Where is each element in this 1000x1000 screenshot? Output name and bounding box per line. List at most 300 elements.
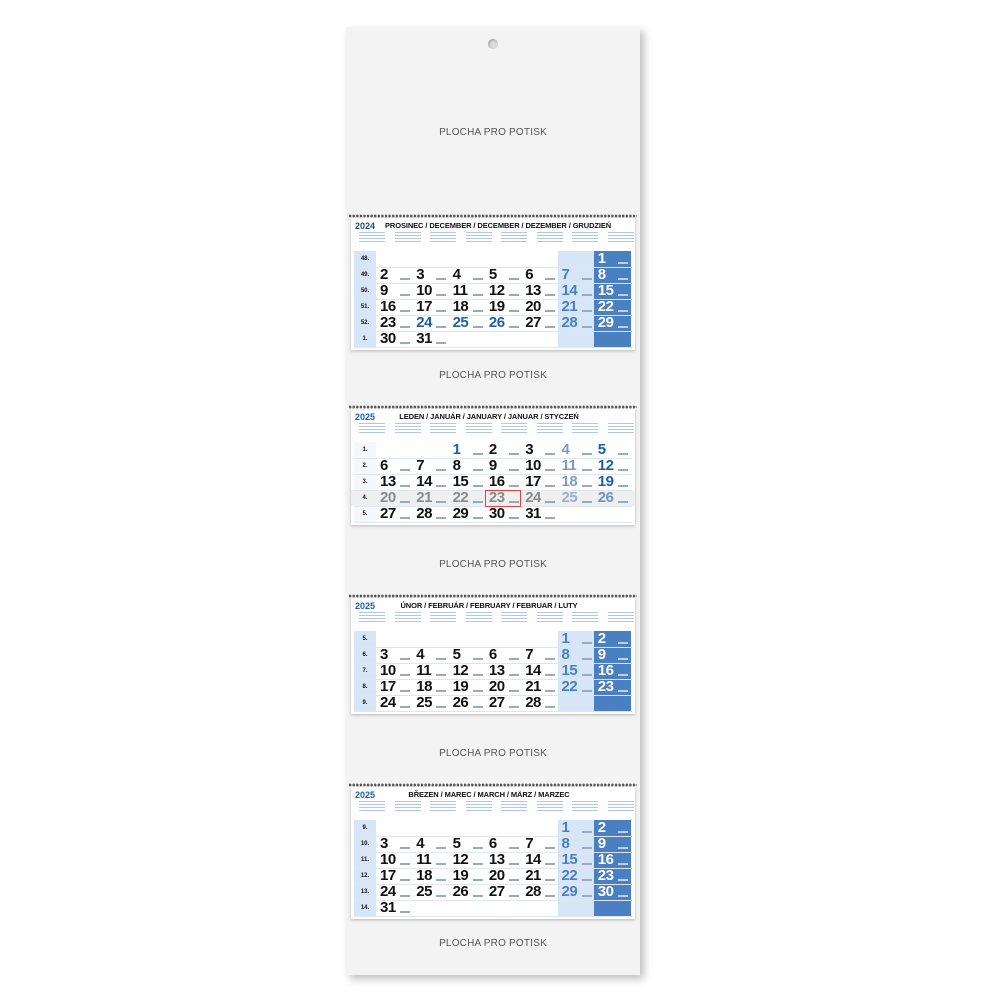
day-cell[interactable] xyxy=(558,442,594,458)
header-fineprint xyxy=(395,612,421,624)
header-fineprint xyxy=(395,423,421,435)
day-cell[interactable] xyxy=(521,884,557,900)
day-cell xyxy=(376,631,412,647)
name-day-text xyxy=(509,690,519,692)
header-fineprint xyxy=(501,801,527,813)
day-cell xyxy=(485,631,521,647)
month-title: LEDEN / JANUÁR / JANUARY / JANUAR / STYCZEŃ xyxy=(399,412,579,421)
day-cell[interactable] xyxy=(376,506,412,522)
name-day-text xyxy=(473,517,483,519)
day-cell[interactable] xyxy=(558,631,594,647)
day-number: 11 xyxy=(561,457,577,474)
day-cell[interactable] xyxy=(412,663,448,679)
day-number: 14 xyxy=(525,851,541,868)
day-number: 6 xyxy=(488,835,497,852)
day-cell[interactable] xyxy=(521,868,557,884)
name-day-text xyxy=(618,690,628,692)
month-title: BŘEZEN / MAREC / MARCH / MÄRZ / MARZEC xyxy=(408,790,570,799)
name-day-text xyxy=(582,642,592,644)
month-grid xyxy=(354,631,632,711)
name-day-text xyxy=(436,485,446,487)
week-number: 2. xyxy=(362,463,368,469)
name-day-text xyxy=(436,674,446,676)
name-day-text xyxy=(545,326,555,328)
day-cell[interactable] xyxy=(412,506,448,522)
day-number: 7 xyxy=(525,646,534,663)
day-cell[interactable] xyxy=(558,820,594,836)
name-day-text xyxy=(582,895,592,897)
day-cell[interactable] xyxy=(521,663,557,679)
day-cell[interactable] xyxy=(376,299,412,315)
name-day-text xyxy=(473,690,483,692)
day-cell[interactable] xyxy=(558,474,594,490)
week-number: 49. xyxy=(360,272,370,278)
day-cell[interactable] xyxy=(521,474,557,490)
day-cell[interactable] xyxy=(521,852,557,868)
day-cell[interactable] xyxy=(449,695,485,711)
day-number: 21 xyxy=(416,489,432,506)
day-number: 30 xyxy=(380,330,396,347)
day-cell[interactable] xyxy=(376,490,412,506)
day-cell[interactable] xyxy=(521,490,557,506)
day-cell[interactable] xyxy=(449,663,485,679)
day-cell[interactable] xyxy=(485,868,521,884)
day-cell[interactable] xyxy=(521,506,557,522)
name-day-text xyxy=(473,847,483,849)
header-fineprint xyxy=(501,232,527,244)
day-cell xyxy=(376,251,412,267)
day-cell[interactable] xyxy=(521,299,557,315)
day-cell[interactable] xyxy=(558,663,594,679)
header-fineprint xyxy=(359,423,385,435)
day-cell[interactable] xyxy=(412,695,448,711)
day-number: 6 xyxy=(488,646,497,663)
day-cell[interactable] xyxy=(485,458,521,474)
day-cell[interactable] xyxy=(485,474,521,490)
day-cell[interactable] xyxy=(594,647,630,663)
week-number: 52. xyxy=(360,320,370,326)
name-day-text xyxy=(400,863,410,865)
day-cell[interactable] xyxy=(449,283,485,299)
day-cell[interactable] xyxy=(376,283,412,299)
week-row xyxy=(354,506,632,523)
day-number: 18 xyxy=(416,678,432,695)
header-fineprint xyxy=(537,232,563,244)
day-cell[interactable] xyxy=(594,315,630,331)
day-number: 25 xyxy=(416,883,432,900)
name-day-text xyxy=(618,501,628,503)
day-number: 22 xyxy=(597,298,614,315)
day-number: 6 xyxy=(525,266,534,283)
print-area-label: PLOCHA PRO POTISK xyxy=(439,127,547,138)
day-number: 7 xyxy=(561,266,570,283)
day-cell[interactable] xyxy=(485,695,521,711)
header-fineprint xyxy=(608,801,634,813)
day-number: 13 xyxy=(380,473,396,490)
day-cell[interactable] xyxy=(558,490,594,506)
day-cell[interactable] xyxy=(558,868,594,884)
day-cell[interactable] xyxy=(412,299,448,315)
day-number: 2 xyxy=(597,819,606,836)
name-day-text xyxy=(582,831,592,833)
day-number: 11 xyxy=(416,851,432,868)
day-cell[interactable] xyxy=(412,458,448,474)
name-day-text xyxy=(400,658,410,660)
day-number: 9 xyxy=(597,835,606,852)
day-number: 27 xyxy=(488,883,505,900)
day-cell[interactable] xyxy=(449,647,485,663)
day-cell[interactable] xyxy=(521,442,557,458)
name-day-text xyxy=(618,294,628,296)
name-day-text xyxy=(509,895,519,897)
name-day-text xyxy=(400,485,410,487)
day-cell[interactable] xyxy=(449,474,485,490)
day-number: 23 xyxy=(597,678,614,695)
header-fineprint xyxy=(359,801,385,813)
day-cell[interactable] xyxy=(449,299,485,315)
name-day-text xyxy=(582,879,592,881)
name-day-text xyxy=(436,706,446,708)
name-day-text xyxy=(545,278,555,280)
week-number: 5. xyxy=(362,636,368,642)
day-cell[interactable] xyxy=(412,315,448,331)
name-day-text xyxy=(582,453,592,455)
day-cell[interactable] xyxy=(376,679,412,695)
day-cell[interactable] xyxy=(558,836,594,852)
name-day-text xyxy=(545,706,555,708)
day-number: 28 xyxy=(525,694,541,711)
name-day-text xyxy=(618,658,628,660)
day-number: 1 xyxy=(561,819,570,836)
day-cell[interactable] xyxy=(485,884,521,900)
day-cell xyxy=(412,820,448,836)
header-fineprint xyxy=(430,232,456,244)
name-day-text xyxy=(400,342,410,344)
day-cell[interactable] xyxy=(485,836,521,852)
name-day-text xyxy=(545,895,555,897)
day-cell[interactable] xyxy=(412,331,448,347)
day-number: 21 xyxy=(525,678,541,695)
day-cell[interactable] xyxy=(594,283,630,299)
day-cell[interactable] xyxy=(376,836,412,852)
day-number: 22 xyxy=(452,489,469,506)
day-cell[interactable] xyxy=(449,458,485,474)
name-day-text xyxy=(473,501,483,503)
header-fineprint xyxy=(537,612,563,624)
header-fineprint xyxy=(572,423,598,435)
week-row xyxy=(354,331,632,348)
name-day-text xyxy=(400,690,410,692)
day-cell[interactable] xyxy=(558,315,594,331)
day-cell[interactable] xyxy=(376,868,412,884)
day-cell xyxy=(521,631,557,647)
name-day-text xyxy=(582,278,592,280)
day-cell[interactable] xyxy=(449,852,485,868)
name-day-text xyxy=(473,278,483,280)
day-number: 5 xyxy=(488,266,497,283)
day-cell[interactable] xyxy=(449,868,485,884)
month-pad xyxy=(351,218,635,350)
header-fineprint xyxy=(466,801,492,813)
day-cell xyxy=(558,506,594,522)
day-number: 9 xyxy=(380,282,388,299)
name-day-text xyxy=(582,863,592,865)
day-cell[interactable] xyxy=(412,679,448,695)
name-day-text xyxy=(545,469,555,471)
day-cell[interactable] xyxy=(594,631,630,647)
day-number: 10 xyxy=(416,282,432,299)
day-cell[interactable] xyxy=(412,647,448,663)
day-cell[interactable] xyxy=(594,299,630,315)
name-day-text xyxy=(545,310,555,312)
day-number: 8 xyxy=(561,646,570,663)
header-fineprint xyxy=(537,423,563,435)
name-day-text xyxy=(545,674,555,676)
header-fineprint xyxy=(466,612,492,624)
day-cell[interactable] xyxy=(594,251,630,267)
day-cell[interactable] xyxy=(521,836,557,852)
day-number: 30 xyxy=(488,505,505,522)
day-cell[interactable] xyxy=(594,442,630,458)
day-number: 19 xyxy=(488,298,505,315)
print-area-label: PLOCHA PRO POTISK xyxy=(439,748,547,759)
day-cell[interactable] xyxy=(558,283,594,299)
header-fineprint xyxy=(430,801,456,813)
print-area-label: PLOCHA PRO POTISK xyxy=(439,370,547,381)
name-day-text xyxy=(400,294,410,296)
day-number: 20 xyxy=(525,298,541,315)
month-pad xyxy=(351,598,635,714)
day-cell[interactable] xyxy=(449,679,485,695)
name-day-text xyxy=(545,863,555,865)
day-number: 12 xyxy=(597,457,614,474)
day-cell[interactable] xyxy=(376,663,412,679)
day-number: 4 xyxy=(452,266,461,283)
day-cell[interactable] xyxy=(412,852,448,868)
day-cell[interactable] xyxy=(594,836,630,852)
day-number: 26 xyxy=(452,883,469,900)
day-cell[interactable] xyxy=(558,299,594,315)
day-cell[interactable] xyxy=(594,852,630,868)
day-cell xyxy=(558,900,594,916)
day-cell[interactable] xyxy=(376,695,412,711)
name-day-text xyxy=(473,863,483,865)
day-cell xyxy=(594,900,630,916)
day-number: 16 xyxy=(488,473,505,490)
day-cell[interactable] xyxy=(521,679,557,695)
name-day-text xyxy=(436,501,446,503)
day-number: 3 xyxy=(416,266,425,283)
day-cell[interactable] xyxy=(485,267,521,283)
name-day-text xyxy=(436,847,446,849)
day-cell[interactable] xyxy=(558,647,594,663)
month-grid xyxy=(354,251,632,347)
name-day-text xyxy=(618,895,628,897)
day-cell[interactable] xyxy=(594,474,630,490)
day-cell[interactable] xyxy=(558,852,594,868)
day-number: 11 xyxy=(416,662,432,679)
name-day-text xyxy=(400,326,410,328)
name-day-text xyxy=(618,831,628,833)
day-cell[interactable] xyxy=(485,442,521,458)
day-cell[interactable] xyxy=(485,663,521,679)
day-cell[interactable] xyxy=(594,663,630,679)
day-cell[interactable] xyxy=(594,267,630,283)
day-cell[interactable] xyxy=(376,852,412,868)
day-cell[interactable] xyxy=(594,490,630,506)
name-day-text xyxy=(545,658,555,660)
header-fineprint xyxy=(359,232,385,244)
week-number: 8. xyxy=(362,684,368,690)
name-day-text xyxy=(618,674,628,676)
day-number: 26 xyxy=(452,694,469,711)
name-day-text xyxy=(545,485,555,487)
day-number: 23 xyxy=(488,489,505,506)
name-day-text xyxy=(400,310,410,312)
name-day-text xyxy=(582,310,592,312)
day-number: 2 xyxy=(488,441,497,458)
day-number: 5 xyxy=(452,835,461,852)
day-cell[interactable] xyxy=(521,695,557,711)
day-cell[interactable] xyxy=(412,283,448,299)
month-title: PROSINEC / DECEMBER / DECEMBER / DEZEMBER / GRUDZIEŃ xyxy=(385,221,612,230)
header-fineprint xyxy=(572,612,598,624)
name-day-text xyxy=(400,706,410,708)
name-day-text xyxy=(509,863,519,865)
name-day-text xyxy=(618,453,628,455)
day-cell[interactable] xyxy=(376,331,412,347)
name-day-text xyxy=(618,863,628,865)
day-number: 1 xyxy=(561,630,570,647)
day-cell[interactable] xyxy=(449,836,485,852)
name-day-text xyxy=(473,310,483,312)
day-cell[interactable] xyxy=(485,315,521,331)
week-number: 51. xyxy=(360,304,370,310)
day-cell[interactable] xyxy=(594,868,630,884)
day-cell[interactable] xyxy=(485,283,521,299)
header-fineprint xyxy=(501,612,527,624)
day-cell xyxy=(412,251,448,267)
day-cell[interactable] xyxy=(485,852,521,868)
day-cell xyxy=(412,631,448,647)
day-cell[interactable] xyxy=(485,679,521,695)
wall-calendar xyxy=(346,27,640,975)
header-fineprint xyxy=(466,423,492,435)
day-number: 7 xyxy=(416,457,425,474)
week-number: 4. xyxy=(362,495,368,501)
day-cell[interactable] xyxy=(449,490,485,506)
week-number: 1. xyxy=(362,447,368,453)
day-number: 10 xyxy=(380,662,396,679)
day-number: 16 xyxy=(597,851,614,868)
day-cell[interactable] xyxy=(558,267,594,283)
day-cell xyxy=(449,631,485,647)
year-label: 2025 xyxy=(355,601,376,611)
header-fineprint xyxy=(608,232,634,244)
name-day-text xyxy=(509,706,519,708)
day-cell[interactable] xyxy=(449,267,485,283)
week-number: 11. xyxy=(360,857,369,863)
day-number: 18 xyxy=(561,473,578,490)
day-cell xyxy=(485,251,521,267)
day-cell[interactable] xyxy=(412,868,448,884)
name-day-text xyxy=(400,895,410,897)
name-day-text xyxy=(509,674,519,676)
day-cell[interactable] xyxy=(521,315,557,331)
name-day-text xyxy=(545,690,555,692)
day-number: 1 xyxy=(452,441,461,458)
day-cell[interactable] xyxy=(412,884,448,900)
day-cell[interactable] xyxy=(594,679,630,695)
month-pad xyxy=(351,409,635,525)
day-cell[interactable] xyxy=(594,458,630,474)
day-cell[interactable] xyxy=(412,474,448,490)
day-number: 8 xyxy=(561,835,570,852)
name-day-text xyxy=(473,658,483,660)
day-cell[interactable] xyxy=(449,315,485,331)
day-number: 25 xyxy=(561,489,578,506)
day-cell[interactable] xyxy=(594,884,630,900)
day-number: 5 xyxy=(597,441,606,458)
week-number: 9. xyxy=(362,825,368,831)
day-cell[interactable] xyxy=(412,490,448,506)
day-cell[interactable] xyxy=(376,884,412,900)
day-cell xyxy=(521,331,557,347)
day-cell[interactable] xyxy=(521,267,557,283)
day-cell[interactable] xyxy=(521,458,557,474)
day-number: 9 xyxy=(597,646,606,663)
month-grid xyxy=(354,820,632,916)
day-cell[interactable] xyxy=(376,315,412,331)
day-cell[interactable] xyxy=(521,283,557,299)
day-cell[interactable] xyxy=(376,474,412,490)
day-cell[interactable] xyxy=(412,267,448,283)
day-number: 28 xyxy=(561,314,578,331)
day-cell[interactable] xyxy=(449,506,485,522)
day-cell[interactable] xyxy=(449,884,485,900)
day-cell[interactable] xyxy=(521,647,557,663)
day-cell[interactable] xyxy=(376,900,412,916)
day-cell[interactable] xyxy=(558,679,594,695)
day-cell[interactable] xyxy=(412,836,448,852)
day-cell[interactable] xyxy=(449,442,485,458)
day-number: 7 xyxy=(525,835,534,852)
day-number: 23 xyxy=(380,314,396,331)
day-cell[interactable] xyxy=(485,647,521,663)
day-cell[interactable] xyxy=(594,820,630,836)
name-day-text xyxy=(509,453,519,455)
day-number: 27 xyxy=(525,314,541,331)
day-number: 5 xyxy=(452,646,461,663)
year-label: 2025 xyxy=(355,412,376,422)
day-cell[interactable] xyxy=(376,647,412,663)
day-cell xyxy=(449,251,485,267)
day-cell[interactable] xyxy=(376,267,412,283)
day-cell[interactable] xyxy=(376,458,412,474)
day-cell[interactable] xyxy=(558,884,594,900)
day-cell[interactable] xyxy=(485,299,521,315)
day-number: 10 xyxy=(380,851,396,868)
day-number: 4 xyxy=(416,646,425,663)
day-number: 13 xyxy=(488,662,505,679)
day-number: 4 xyxy=(416,835,425,852)
name-day-text xyxy=(618,278,628,280)
name-day-text xyxy=(400,501,410,503)
day-cell[interactable] xyxy=(558,458,594,474)
day-number: 24 xyxy=(525,489,541,506)
day-cell[interactable] xyxy=(485,506,521,522)
day-number: 19 xyxy=(597,473,614,490)
